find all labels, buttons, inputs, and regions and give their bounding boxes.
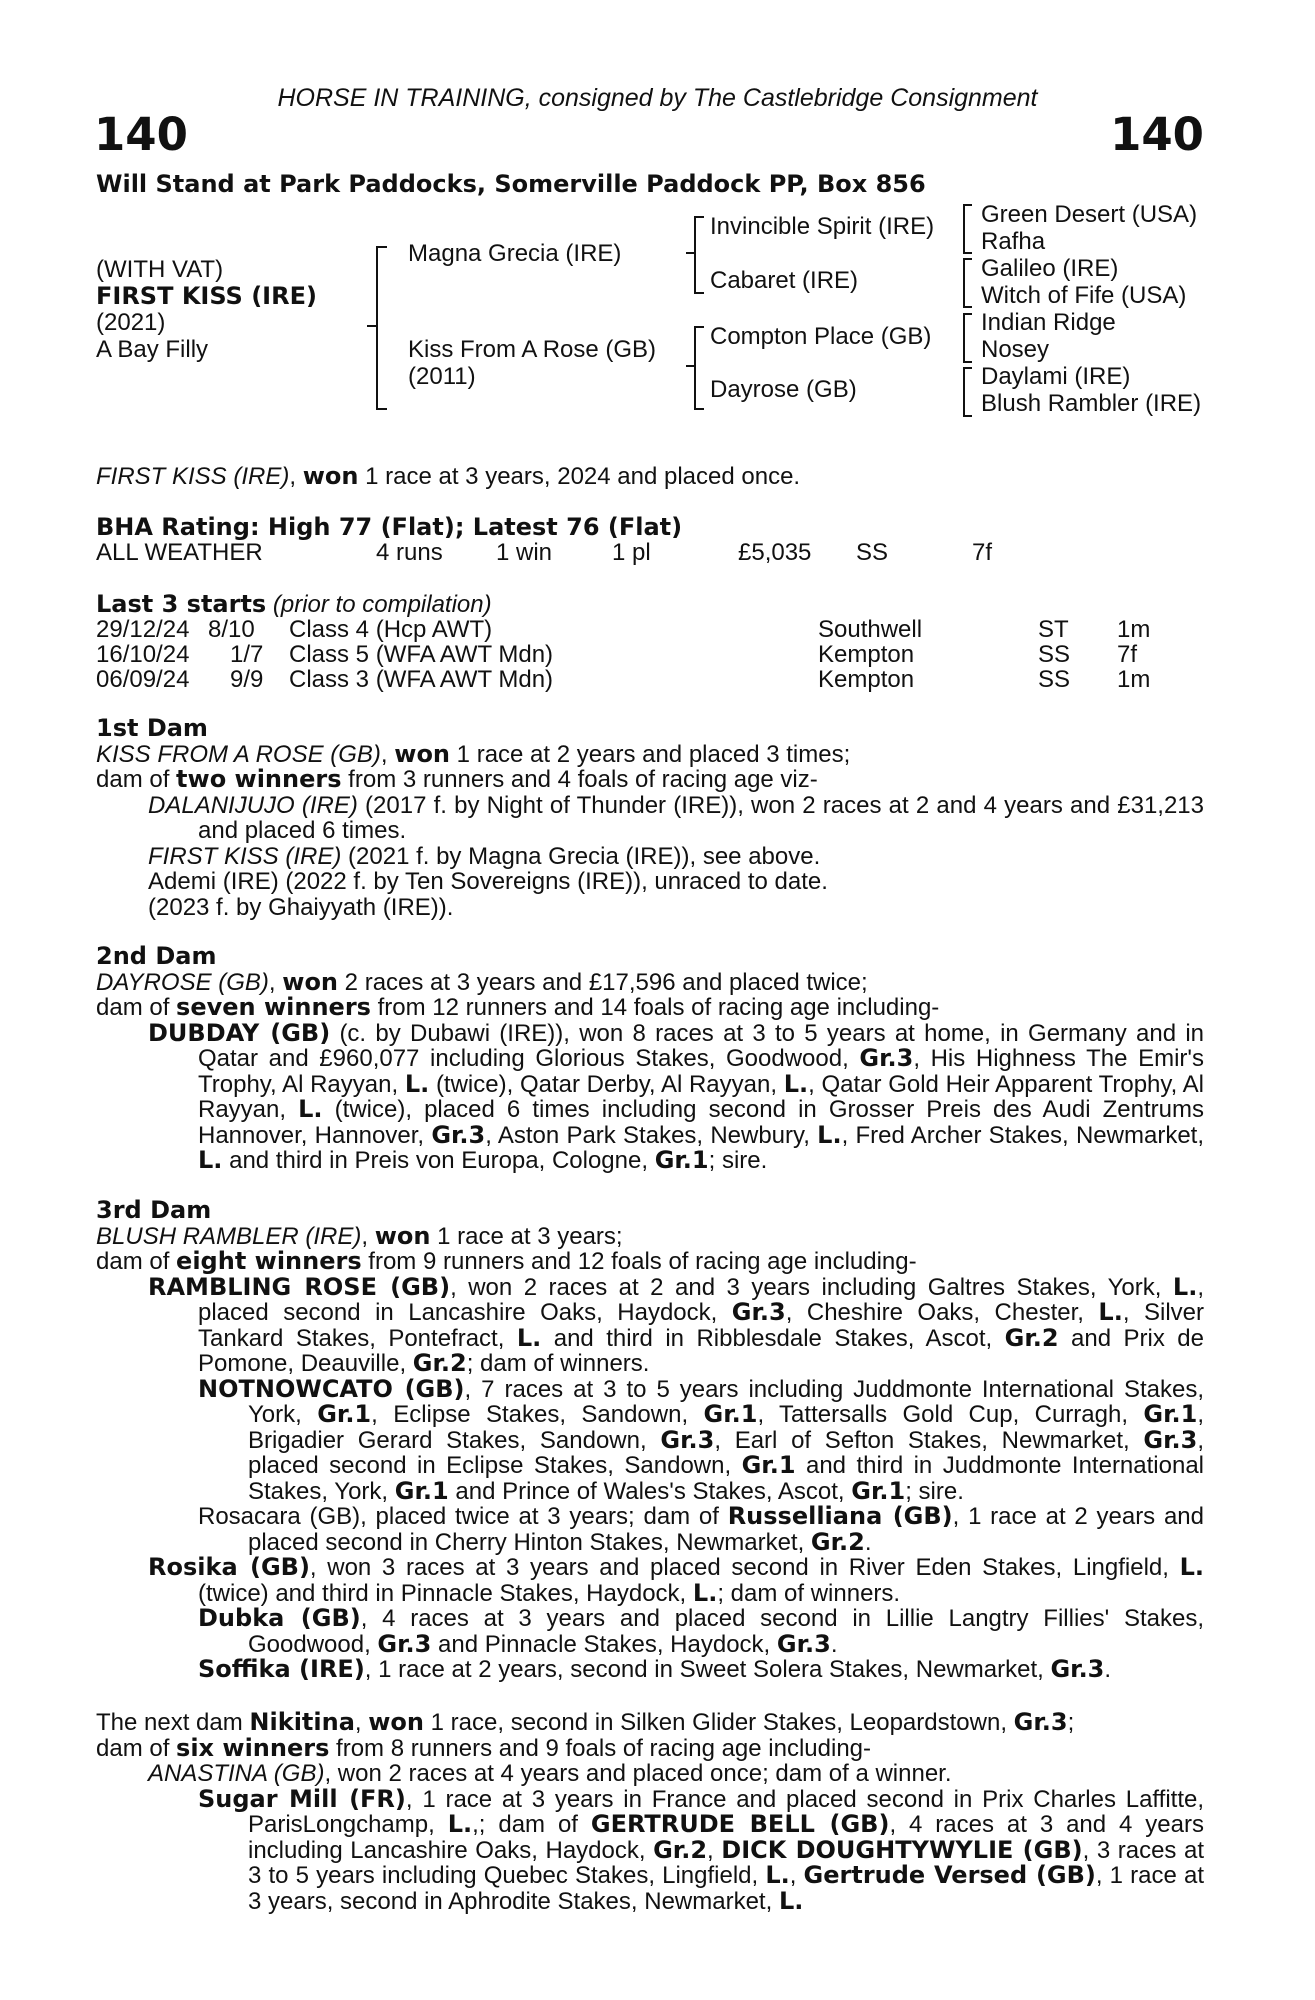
pedigree-dam-dam: Dayrose (GB) — [710, 376, 857, 403]
t: ; sire. — [708, 1147, 768, 1174]
rating-placed: 1 pl — [612, 539, 651, 566]
grade: Gr.1 — [1143, 1400, 1198, 1428]
t: The next dam — [96, 1709, 250, 1736]
second-dam-name: DAYROSE (GB) — [96, 968, 269, 996]
t: (c. by Dubawi (IRE)), won 8 races at 3 to 5 years at home, in Germany and in Qatar and £960,077 including Glorious Stakes, Goodwood, — [198, 1019, 1204, 1072]
start-row — [96, 642, 1204, 668]
t: , Cheshire Oaks, Chester, — [785, 1299, 1099, 1326]
t: , His Highness The Emir's Trophy, Al Rayyan, — [198, 1045, 1204, 1098]
winners-count: eight winners — [176, 1247, 362, 1275]
t: , 4 races at 3 years and placed second in Lillie Langtry Fillies' Stakes, Goodwood, — [248, 1605, 1204, 1658]
stand-location: Will Stand at Park Paddocks, Somerville Paddock PP, Box 856 — [96, 170, 926, 198]
t: ,; dam of — [472, 1811, 591, 1838]
progeny-name: NOTNOWCATO (GB) — [198, 1374, 465, 1403]
grade: Gr.1 — [851, 1476, 906, 1505]
third-dam-line1 — [96, 1221, 1204, 1250]
pedigree-brace-sire — [694, 216, 704, 294]
second-dam-title: 2nd Dam — [96, 942, 217, 970]
t: , won 3 races at 3 years and placed second in River Eden Stakes, Lingfield, — [309, 1554, 1180, 1581]
grade: L. — [817, 1120, 842, 1149]
grade: L. — [692, 1578, 718, 1607]
t: , 1 race at 3 years, second in Aphrodite Stakes, Newmarket, — [248, 1862, 1204, 1915]
horse-name: FIRST KISS (IRE) — [96, 282, 317, 310]
text: dam of — [96, 1248, 177, 1275]
progeny-name: Sugar Mill (FR) — [198, 1784, 406, 1813]
progeny-name: RAMBLING ROSE (GB) — [148, 1272, 451, 1301]
grade: Gr.3 — [859, 1044, 914, 1072]
progeny-entry: Ademi (IRE) (2022 f. by Ten Sovereigns (IRE)), unraced to date. — [148, 868, 828, 895]
t: . — [864, 1528, 872, 1556]
next-dam-section — [96, 1710, 1204, 1914]
grade: L. — [447, 1810, 473, 1838]
pedigree-dam-year: (2011) — [408, 363, 476, 390]
summary-text: 1 race at 3 years, 2024 and placed once. — [358, 463, 801, 490]
t: , won 2 races at 2 and 3 years including Galtres Stakes, York, — [450, 1273, 1173, 1301]
start-going: ST — [1038, 616, 1069, 643]
won-label: won — [368, 1708, 424, 1736]
grade: L. — [198, 1146, 223, 1174]
rating-going: SS — [856, 539, 889, 566]
summary-horse-name: FIRST KISS (IRE) — [96, 463, 290, 490]
text: from 3 runners and 4 foals of racing age viz- — [341, 766, 818, 793]
grade: Gr.3 — [431, 1120, 486, 1149]
first-dam-record: 1 race at 2 years and placed 3 times; — [450, 740, 851, 768]
grade: Gr.1 — [317, 1400, 372, 1428]
grade: L. — [298, 1095, 323, 1123]
pedigree-brace-main-tip — [367, 325, 376, 327]
start-row — [96, 617, 1204, 643]
t: and third in Preis von Europa, Cologne, — [222, 1147, 655, 1174]
first-dam-section — [96, 716, 1204, 920]
last-starts-heading — [96, 591, 492, 618]
grade: Gr.3 — [377, 1629, 432, 1658]
progeny-name: FIRST KISS (IRE) — [148, 842, 342, 870]
second-dam-line1 — [96, 967, 1204, 996]
t: , placed second in Lancashire Oaks, Haydock, — [198, 1273, 1204, 1326]
t: ; sire. — [905, 1477, 964, 1505]
grade: Gr.1 — [741, 1451, 796, 1479]
start-race: Class 5 (WFA AWT Mdn) — [289, 641, 554, 668]
t: ; dam of winners. — [717, 1579, 901, 1607]
start-course: Southwell — [818, 616, 923, 643]
pedigree-brace-sire-tip — [686, 252, 695, 254]
start-distance: 1m — [1117, 616, 1151, 643]
grade: Gr.3 — [1013, 1708, 1068, 1736]
pedigree-brace-g78 — [963, 367, 972, 417]
next-dam-line1 — [96, 1710, 1204, 1736]
text: from 9 runners and 12 foals of racing age including- — [361, 1248, 917, 1275]
bha-rating: BHA Rating: High 77 (Flat); Latest 76 (Flat) — [96, 513, 683, 541]
start-race: Class 4 (Hcp AWT) — [289, 616, 493, 643]
t: , Fred Archer Stakes, Newmarket, — [841, 1121, 1204, 1149]
start-course: Kempton — [818, 666, 915, 693]
third-dam-line2 — [96, 1249, 1204, 1275]
progeny-name: DICK DOUGHTYWYLIE (GB) — [721, 1835, 1083, 1864]
t: , Eclipse Stakes, Sandown, — [371, 1401, 704, 1428]
t: Rosacara (GB), placed twice at 3 years; dam of — [198, 1503, 728, 1530]
progeny-entry — [96, 793, 1204, 844]
progeny-record: (2021 f. by Magna Grecia (IRE)), see above. — [341, 842, 821, 870]
winners-count: six winners — [176, 1733, 330, 1762]
t: . — [1104, 1656, 1112, 1683]
text: from 12 runners and 14 foals of racing age including- — [370, 994, 940, 1021]
t: , Qatar Gold Heir Apparent Trophy, Al Rayyan, — [198, 1070, 1204, 1123]
progeny-name: DUBDAY (GB) — [148, 1018, 331, 1047]
start-position: 9/9 — [230, 666, 264, 693]
start-row — [96, 667, 1204, 693]
t: dam of — [96, 1734, 177, 1762]
rating-runs: 4 runs — [376, 539, 443, 566]
progeny-name: Dubka (GB) — [198, 1604, 361, 1632]
sep: , — [380, 740, 395, 768]
next-dam-line2 — [96, 1733, 1204, 1762]
third-dam-record: 1 race at 3 years; — [430, 1222, 623, 1250]
winners-count: two winners — [176, 765, 342, 793]
start-race: Class 3 (WFA AWT Mdn) — [289, 666, 554, 693]
pedigree-g2: Rafha — [981, 228, 1046, 255]
t: , Aston Park Stakes, Newbury, — [485, 1121, 818, 1149]
vat-note: (WITH VAT) — [96, 256, 224, 283]
t: 1 race, second in Silken Glider Stakes, Leopardstown, — [424, 1709, 1014, 1736]
progeny-entry — [96, 1504, 1204, 1555]
progeny-entry — [96, 1657, 1204, 1683]
grade: Gr.3 — [1143, 1425, 1198, 1454]
t: ; dam of winners. — [466, 1350, 650, 1377]
grade: Gr.3 — [731, 1298, 786, 1326]
start-date: 29/12/24 — [96, 616, 190, 643]
t: from 8 runners and 9 foals of racing age including- — [329, 1734, 872, 1762]
t: ; — [1067, 1709, 1075, 1736]
pedigree-dam: Kiss From A Rose (GB) — [408, 336, 657, 363]
winners-count: seven winners — [176, 993, 371, 1021]
horse-year: (2021) — [96, 309, 166, 336]
t: and Prince of Wales's Stakes, Ascot, — [448, 1477, 852, 1505]
t: and Pinnacle Stakes, Haydock, — [431, 1630, 777, 1658]
start-position: 8/10 — [208, 616, 255, 643]
t: , Earl of Sefton Stakes, Newmarket, — [714, 1426, 1144, 1454]
start-position: 1/7 — [230, 641, 264, 668]
t: . — [830, 1630, 838, 1658]
grade: Gr.2 — [412, 1349, 467, 1377]
last-starts-title: Last 3 starts — [96, 590, 267, 618]
text: dam of — [96, 994, 177, 1021]
pedigree-brace-g12 — [963, 204, 972, 254]
rating-distance: 7f — [972, 539, 993, 566]
progeny-entry — [96, 1374, 1205, 1505]
progeny-record: (2017 f. by Night of Thunder (IRE)), won 2 races at 2 and 4 years and £31,213 and placed 6 times. — [198, 791, 1205, 844]
third-dam-section — [96, 1198, 1204, 1683]
second-dam-line2 — [96, 995, 1204, 1021]
grade: Gr.3 — [776, 1629, 831, 1658]
t: , — [354, 1709, 369, 1736]
pedigree-g4: Witch of Fife (USA) — [981, 282, 1187, 309]
progeny-entry — [96, 1272, 1204, 1377]
t: , 1 race at 3 years in France and placed second in Prix Charles Laffitte, ParisLongchamp, — [248, 1785, 1204, 1838]
progeny-entry — [96, 1018, 1204, 1174]
rating-surface: ALL WEATHER — [96, 539, 263, 566]
first-dam-name: KISS FROM A ROSE (GB) — [96, 740, 381, 768]
third-dam-title: 3rd Dam — [96, 1196, 212, 1224]
progeny-name: Gertrude Versed (GB) — [803, 1861, 1096, 1889]
summary-won: won — [302, 462, 359, 490]
t: (twice), placed 6 times including second in Grosser Preis des Audi Zentrums Hannover, Hannover, — [198, 1096, 1204, 1149]
start-date: 16/10/24 — [96, 641, 190, 668]
lot-number-right: 140 — [1110, 108, 1204, 161]
second-dam-section — [96, 944, 1204, 1174]
lot-number-left: 140 — [94, 108, 188, 161]
sep: , — [268, 968, 283, 996]
grade: L. — [1172, 1272, 1198, 1301]
t: and third in Juddmonte International Stakes, York, — [248, 1452, 1205, 1505]
progeny-record: , won 2 races at 4 years and placed once; dam of a winner. — [324, 1760, 952, 1787]
grade: Gr.1 — [394, 1476, 449, 1505]
grade: L. — [1179, 1553, 1204, 1581]
progeny-name: Soffika (IRE) — [198, 1655, 365, 1683]
t: , placed second in Eclipse Stakes, Sandown, — [248, 1426, 1204, 1479]
won-label: won — [374, 1221, 431, 1250]
grade: Gr.3 — [1050, 1655, 1105, 1683]
horse-description: A Bay Filly — [96, 336, 209, 363]
pedigree-g7: Daylami (IRE) — [981, 363, 1131, 390]
t: , Silver Tankard Stakes, Pontefract, — [198, 1299, 1204, 1352]
pedigree-brace-g56 — [963, 313, 972, 363]
progeny-entry — [96, 844, 1204, 870]
t: , 1 race at 2 years, second in Sweet Solera Stakes, Newmarket, — [364, 1656, 1051, 1683]
second-dam-record: 2 races at 3 years and £17,596 and placed twice; — [338, 968, 868, 996]
grade: Gr.2 — [1004, 1323, 1059, 1352]
pedigree-sire-sire: Invincible Spirit (IRE) — [710, 213, 935, 240]
grade: L. — [765, 1861, 790, 1889]
progeny-name: ANASTINA (GB) — [148, 1760, 325, 1787]
pedigree-g5: Indian Ridge — [981, 309, 1116, 336]
first-dam-line2 — [96, 767, 1204, 793]
t: , Brigadier Gerard Stakes, Sandown, — [248, 1401, 1204, 1454]
first-dam-line1 — [96, 739, 1204, 768]
start-date: 06/09/24 — [96, 666, 190, 693]
third-dam-name: BLUSH RAMBLER (IRE) — [96, 1222, 362, 1250]
pedigree-g1: Green Desert (USA) — [981, 201, 1198, 228]
race-summary: FIRST KISS (IRE), won 1 race at 3 years, 2024 and placed once. — [96, 462, 801, 490]
pedigree-g3: Galileo (IRE) — [981, 255, 1119, 282]
pedigree-brace-g34 — [963, 258, 972, 308]
start-distance: 1m — [1117, 666, 1151, 693]
pedigree-sire: Magna Grecia (IRE) — [408, 240, 622, 267]
progeny-name: Russelliana (GB) — [727, 1502, 953, 1530]
rating-wins: 1 win — [496, 539, 553, 566]
start-course: Kempton — [818, 641, 915, 668]
progeny-name: DALANIJUJO (IRE) — [148, 791, 358, 819]
progeny-name: Rosika (GB) — [148, 1553, 310, 1581]
pedigree-sire-dam: Cabaret (IRE) — [710, 267, 859, 294]
t: (twice) and third in Pinnacle Stakes, Haydock, — [198, 1579, 693, 1607]
t: , 4 races at 3 and 4 years including Lancashire Oaks, Haydock, — [248, 1811, 1204, 1864]
grade: Gr.1 — [654, 1146, 709, 1174]
grade: Gr.2 — [810, 1527, 865, 1556]
t: , Tattersalls Gold Cup, Curragh, — [757, 1401, 1144, 1428]
grade: L. — [404, 1069, 430, 1098]
page-heading: HORSE IN TRAINING, consigned by The Castlebridge Consignment — [277, 84, 1038, 112]
progeny-entry — [96, 1606, 1204, 1657]
grade: Gr.1 — [703, 1400, 758, 1428]
pedigree-brace-dam-tip — [686, 365, 695, 367]
t: , 3 races at 3 to 5 years including Quebec Stakes, Lingfield, — [248, 1836, 1204, 1889]
first-dam-title: 1st Dam — [96, 714, 208, 742]
start-going: SS — [1038, 666, 1071, 693]
grade: L. — [778, 1886, 804, 1915]
pedigree-brace-dam — [694, 326, 704, 410]
grade: Gr.3 — [660, 1425, 715, 1454]
t: (twice), Qatar Derby, Al Rayyan, — [429, 1070, 784, 1098]
won-label: won — [394, 739, 451, 768]
grade: L. — [783, 1069, 809, 1098]
all-weather-record — [96, 540, 1204, 566]
text: dam of — [96, 766, 177, 793]
start-going: SS — [1038, 641, 1071, 668]
t: , — [789, 1862, 804, 1889]
t: , — [707, 1836, 722, 1864]
progeny-name: GERTRUDE BELL (GB) — [590, 1810, 890, 1838]
t: , 7 races at 3 to 5 years including Juddmonte International Stakes, York, — [248, 1375, 1205, 1428]
pedigree-g6: Nosey — [981, 336, 1050, 363]
progeny-entry — [96, 1784, 1204, 1915]
progeny-entry — [96, 1555, 1204, 1606]
t: , 1 race at 2 years and placed second in Cherry Hinton Stakes, Newmarket, — [248, 1503, 1204, 1556]
last-starts-note: (prior to compilation) — [272, 591, 492, 618]
sep: , — [361, 1222, 375, 1250]
start-distance: 7f — [1117, 641, 1138, 668]
t: and third in Ribblesdale Stakes, Ascot, — [541, 1324, 1005, 1352]
progeny-entry — [96, 1761, 1204, 1787]
t: and Prix de Pomone, Deauville, — [198, 1324, 1204, 1377]
next-dam-name: Nikitina — [249, 1708, 355, 1736]
pedigree-g8: Blush Rambler (IRE) — [981, 390, 1202, 417]
won-label: won — [282, 967, 339, 996]
progeny-entry: (2023 f. by Ghaiyyath (IRE)). — [148, 893, 454, 921]
pedigree-brace-main — [376, 246, 387, 410]
pedigree-dam-sire: Compton Place (GB) — [710, 323, 932, 350]
rating-prize: £5,035 — [738, 539, 812, 566]
grade: Gr.2 — [653, 1835, 708, 1864]
grade: L. — [516, 1323, 542, 1352]
grade: L. — [1098, 1298, 1123, 1326]
